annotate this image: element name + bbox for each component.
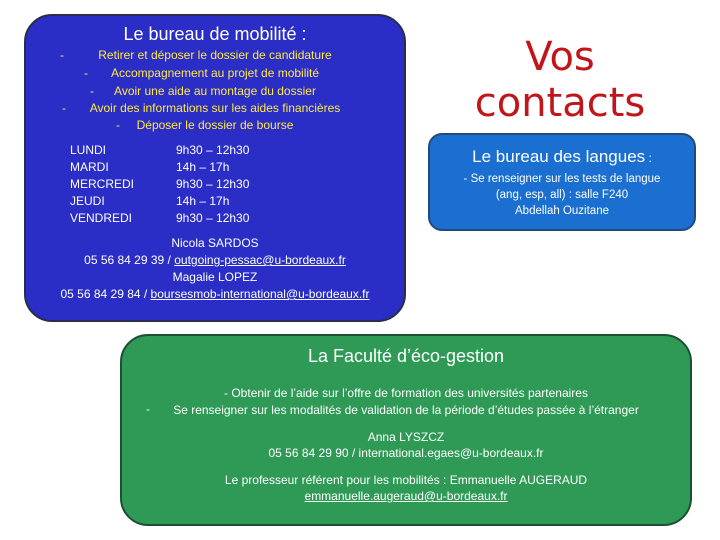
bullet-dash: - (84, 66, 88, 80)
bullet-dash: - (60, 48, 64, 62)
contact-phone: 05 56 84 29 84 / (60, 287, 151, 301)
hours-label: 9h30 – 12h30 (176, 211, 250, 225)
faculty-service: - Obtenir de l’aide sur l’offre de formation des universités partenaires (224, 386, 588, 400)
hours-label: 9h30 – 12h30 (176, 143, 250, 157)
faculty-contact-line: 05 56 84 29 90 / international.egaes@u-bordeaux.fr (268, 446, 544, 460)
mobility-title: Le bureau de mobilité : (123, 24, 307, 44)
faculty-referent-email-line (122, 489, 690, 503)
day-label: JEUDI (70, 194, 105, 208)
schedule-days (70, 142, 134, 227)
email-link[interactable]: boursesmob-international@u-bordeaux.fr (150, 287, 370, 301)
contact-line (26, 287, 404, 301)
faculty-panel (120, 334, 692, 526)
languages-line: (ang, esp, all) : salle F240 (495, 189, 629, 201)
faculty-title: La Faculté d’éco-gestion (307, 346, 505, 366)
languages-contact: Abdellah Ouzitane (515, 205, 609, 217)
bullet-dash: - (116, 118, 120, 132)
day-label: MERCREDI (70, 177, 135, 191)
bullet-dash: - (146, 402, 150, 416)
contact-name: Nicola SARDOS (171, 236, 259, 250)
contact-line (26, 253, 404, 267)
languages-title (430, 147, 694, 167)
faculty-service: Se renseigner sur les modalités de validation de la période d’études passée à l’étranger (173, 403, 639, 417)
bullet-dash: - (90, 84, 94, 98)
email-link[interactable]: outgoing-pessac@u-bordeaux.fr (174, 253, 346, 267)
mobility-service: Avoir des informations sur les aides financières (89, 101, 341, 115)
mobility-service: Accompagnement au projet de mobilité (110, 66, 320, 80)
bullet-dash: - (62, 101, 66, 115)
mobility-office-panel (24, 14, 406, 322)
hours-label: 9h30 – 12h30 (176, 177, 250, 191)
faculty-contact-name: Anna LYSZCZ (367, 430, 445, 444)
day-label: MARDI (70, 160, 109, 174)
day-label: VENDREDI (70, 211, 133, 225)
languages-line: - Se renseigner sur les tests de langue (463, 173, 661, 185)
faculty-referent: Le professeur référent pour les mobilités : Emmanuelle AUGERAUD (224, 473, 588, 487)
hours-label: 14h – 17h (176, 160, 230, 174)
mobility-service: Déposer le dossier de bourse (136, 118, 294, 132)
email-link[interactable]: emmanuelle.augeraud@u-bordeaux.fr (304, 489, 508, 503)
contact-phone: 05 56 84 29 39 / (84, 253, 175, 267)
languages-title-text: Le bureau des langues (472, 147, 646, 166)
schedule-hours (176, 142, 249, 227)
contacts-heading: Vos contacts (474, 34, 646, 126)
hours-label: 14h – 17h (176, 194, 230, 208)
day-label: LUNDI (70, 143, 107, 157)
mobility-service: Avoir une aide au montage du dossier (114, 84, 316, 98)
mobility-service: Retirer et déposer le dossier de candidature (98, 48, 332, 62)
contact-name: Magalie LOPEZ (172, 270, 258, 284)
language-office-panel (428, 133, 696, 231)
languages-title-colon: : (645, 151, 652, 165)
